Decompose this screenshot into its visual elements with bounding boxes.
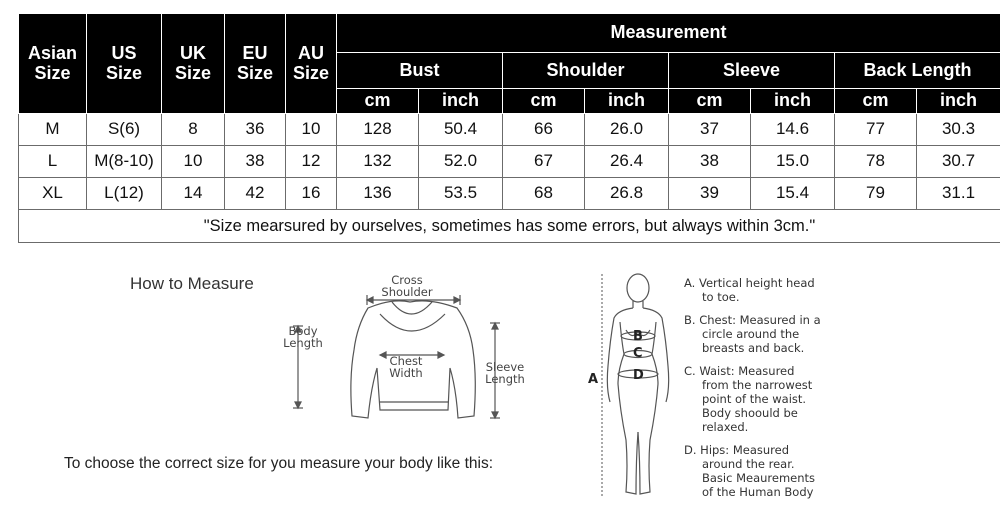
table-cell: 37 [669,114,751,146]
table-cell: 8 [162,114,225,146]
table-row [19,146,1000,178]
table-cell: 30.3 [917,114,1000,146]
header-asian-size: Asian Size [19,14,87,114]
table-cell: M(8-10) [87,146,162,178]
unit-header: inch [917,89,1000,114]
body-figure [596,270,680,502]
chest-width-label: Chest Width [389,354,423,381]
table-row [19,114,1000,146]
header-back-length: Back Length [835,53,1000,89]
table-cell: 26.0 [585,114,669,146]
size-note: "Size mearsured by ourselves, sometimes has some errors, but always within 3cm." [19,210,1000,243]
unit-header: inch [419,89,503,114]
table-cell: 14 [162,178,225,210]
table-cell: 30.7 [917,146,1000,178]
cross-shoulder-label: Cross Shoulder [381,273,433,300]
sleeve-length-label: Sleeve Length [485,360,525,387]
figure-letter-c: C [633,346,643,361]
table-cell: 66 [503,114,585,146]
table-cell: 10 [162,146,225,178]
table-cell: 26.4 [585,146,669,178]
table-cell: 38 [669,146,751,178]
header-sleeve: Sleeve [669,53,835,89]
note-hips: D. Hips: Measured around the rear. Basic Meaurements of the Human Body [684,443,816,499]
table-cell: 52.0 [419,146,503,178]
table-cell: 128 [337,114,419,146]
table-cell: 79 [835,178,917,210]
header-eu-size: EU Size [225,14,286,114]
table-cell: XL [19,178,87,210]
table-cell: 15.4 [751,178,835,210]
table-cell: 15.0 [751,146,835,178]
header-uk-size: UK Size [162,14,225,114]
table-cell: 14.6 [751,114,835,146]
table-cell: 10 [286,114,337,146]
table-cell: L [19,146,87,178]
table-cell: 26.8 [585,178,669,210]
figure-letter-a: A [588,372,599,387]
header-measurement: Measurement [337,14,1000,53]
table-cell: L(12) [87,178,162,210]
header-au-size: AU Size [286,14,337,114]
table-cell: 42 [225,178,286,210]
unit-header: cm [337,89,419,114]
table-cell: 36 [225,114,286,146]
unit-header: inch [751,89,835,114]
unit-header: cm [835,89,917,114]
table-cell: 39 [669,178,751,210]
how-to-measure-title: How to Measure [130,274,254,293]
header-shoulder: Shoulder [503,53,669,89]
table-cell: 132 [337,146,419,178]
measure-instruction: To choose the correct size for you measure your body like this: [64,455,494,472]
header-us-size: US Size [87,14,162,114]
table-cell: S(6) [87,114,162,146]
size-chart-table [18,13,1000,243]
table-row [19,178,1000,210]
table-cell: 38 [225,146,286,178]
unit-header: cm [669,89,751,114]
table-cell: 68 [503,178,585,210]
table-cell: 31.1 [917,178,1000,210]
table-cell: 12 [286,146,337,178]
table-cell: 136 [337,178,419,210]
unit-header: cm [503,89,585,114]
body-measure-notes [684,276,864,508]
table-cell: 78 [835,146,917,178]
table-cell: 50.4 [419,114,503,146]
note-chest: B. Chest: Measured in a circle around the breasts and back. [684,313,821,355]
header-bust: Bust [337,53,503,89]
figure-letter-b: B [633,329,643,344]
table-cell: 67 [503,146,585,178]
note-waist: C. Waist: Measured from the narrowest point of the waist. Body shoould be relaxed. [684,364,813,434]
unit-header: inch [585,89,669,114]
table-cell: 77 [835,114,917,146]
note-height: A. Vertical height head to toe. [684,276,815,304]
body-length-label: Body Length [283,324,323,351]
figure-letter-d: D [633,368,644,383]
table-cell: M [19,114,87,146]
table-cell: 53.5 [419,178,503,210]
table-cell: 16 [286,178,337,210]
